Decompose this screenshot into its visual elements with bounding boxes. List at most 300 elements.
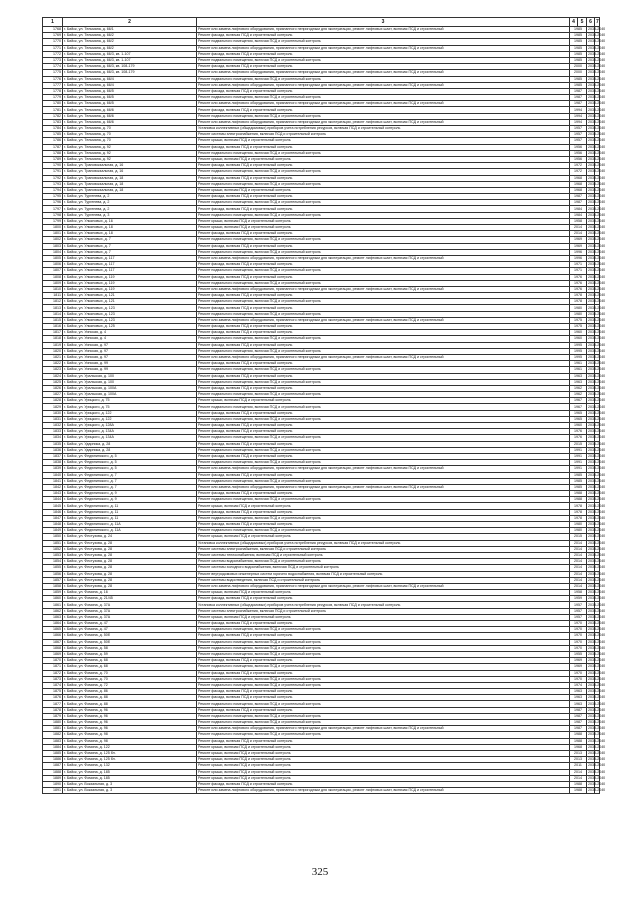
cell-row-number: 1826 (43, 385, 63, 391)
cell-mark-1: 2038-2040 (588, 404, 606, 409)
cell-mark-1: 2038-2040 (588, 138, 606, 143)
cell-row-number: 1769 (43, 33, 63, 39)
cell-work-type: Ремонт подвального помещения, включая ПСД и строительный контроль (197, 639, 570, 645)
cell-work-type: Ремонт фасада, включая ПСД и строительный контроль (197, 305, 570, 311)
cell-row-number: 1795 (43, 194, 63, 200)
cell-address: г. Бийск, ул. Тельмана, д. 66/6 (63, 119, 197, 125)
cell-build-year: 1970 (570, 621, 587, 627)
header-cell-4: 4 (570, 18, 578, 27)
cell-address: г. Бийск, ул. Урицкого, д. 75 (63, 398, 197, 404)
cell-build-year: 1991 (570, 466, 587, 472)
cell-row-number: 1773 (43, 57, 63, 63)
cell-mark-1: 2038-2040 (588, 781, 606, 786)
cell-address: г. Бийск, ул. Фомина, д. 86 (63, 689, 197, 695)
cell-mark-1: 2038-2040 (588, 720, 606, 725)
cell-build-year: 1987 (570, 707, 587, 713)
cell-address: г. Бийск, ул. Ульяновых, д. 7 (63, 243, 197, 249)
cell-address: г. Бийск, ул. Тельмана, д. 66/4 (63, 76, 197, 82)
cell-work-type: Ремонт или замена лифтового оборудования, признанного непригодным для эксплуатации, ремонт лифтовых шахт, включая ПСД и строительный (197, 466, 570, 472)
cell-row-number: 1864 (43, 621, 63, 627)
cell-row-number: 1857 (43, 577, 63, 583)
cell-row-number: 1853 (43, 552, 63, 558)
cell-build-year: 1984 (570, 206, 587, 212)
cell-build-year: 1976 (570, 274, 587, 280)
cell-row-number: 1841 (43, 478, 63, 484)
cell-work-type: Ремонт или замена лифтового оборудования, признанного непригодным для эксплуатации, ремонт лифтовых шахт, включая ПСД и строительный (197, 317, 570, 323)
cell-mark-1: 2038-2040 (588, 88, 606, 93)
cell-build-year: 1956 (570, 156, 587, 162)
page-number: 325 (311, 866, 329, 878)
cell-work-type: Ремонт фасада, включая ПСД и строительный контроль (197, 522, 570, 528)
cell-address: г. Бийск, ул. Трансвокзальная, д. 18 (63, 175, 197, 181)
cell-address: г. Бийск, ул. Фомина, д. 185 (63, 769, 197, 775)
cell-mark-1: 2038-2040 (588, 336, 606, 341)
cell-row-number: 1848 (43, 522, 63, 528)
cell-address: г. Бийск, ул. Фомина, д. 50б (63, 633, 197, 639)
cell-address: г. Бийск, ул. Ульяновых, д. 7 (63, 249, 197, 255)
cell-build-year: 1994 (570, 107, 587, 113)
cell-address: г. Бийск, ул. Фестузова, д. 28 (63, 577, 197, 583)
cell-build-year: 1987 (570, 194, 587, 200)
cell-address: г. Бийск, ул. Фомина, д. 132 (63, 763, 197, 769)
cell-mark-1: 2038-2040 (588, 676, 606, 681)
cell-work-type: Ремонт фасада, включая ПСД и строительный контроль (197, 453, 570, 459)
cell-mark-1: 2038-2040 (588, 113, 606, 118)
cell-row-number: 1776 (43, 76, 63, 82)
cell-work-type: Ремонт крыши, включая ПСД и строительный контроль (197, 138, 570, 144)
cell-address: г. Бийск, ул. Фестузова, д. 28 (63, 540, 197, 546)
cell-address: г. Бийск, ул. Уральская, д. 100А (63, 385, 197, 391)
cell-address: г. Бийск, ул. Ульяновых, д. 7 (63, 237, 197, 243)
cell-build-year: 1970 (570, 639, 587, 645)
cell-row-number: 1874 (43, 682, 63, 688)
cell-row-number: 1858 (43, 583, 63, 589)
cell-build-year: 1972 (570, 169, 587, 175)
cell-work-type: Ремонт фасада, включая ПСД и строительный контроль (197, 324, 570, 330)
cell-address: г. Бийск, ул. Фестузова, д. 24 (63, 534, 197, 540)
cell-build-year: 1976 (570, 429, 587, 435)
cell-address: г. Бийск, ул. Фестузова, д. 28 (63, 583, 197, 589)
cell-row-number: 1799 (43, 218, 63, 224)
cell-build-year: 1995 (570, 348, 587, 354)
register-sheet (42, 17, 606, 794)
cell-build-year: 1963 (570, 689, 587, 695)
cell-address: г. Бийск, ул. Тельмана, д. 66/1 (63, 27, 197, 33)
cell-address: г. Бийск, ул. Федюнинского, д. 7 (63, 478, 197, 484)
cell-build-year: 1970 (570, 670, 587, 676)
cell-mark-1: 2038-2040 (588, 392, 606, 397)
cell-work-type: Ремонт фасада, включая ПСД и строительный контроль (197, 509, 570, 515)
cell-work-type: Ремонт фасада, включая ПСД и строительный контроль (197, 206, 570, 212)
cell-mark-1: 2038-2040 (588, 775, 606, 780)
cell-row-number: 1840 (43, 472, 63, 478)
cell-mark-1: 2038-2040 (588, 726, 606, 731)
cell-address: г. Бийск, ул. Тургенева, д. 2 (63, 200, 197, 206)
cell-address: г. Бийск, ул. Урицкого, д. 122 (63, 410, 197, 416)
cell-row-number: 1793 (43, 181, 63, 187)
header-cell-7: 7 (596, 19, 599, 25)
cell-work-type: Ремонт подвального помещения, включая ПСД и строительный контроль (197, 249, 570, 255)
cell-mark-1: 2038-2040 (588, 330, 606, 335)
cell-build-year: 1991 (570, 460, 587, 466)
cell-row-number: 1790 (43, 163, 63, 169)
cell-row-number: 1781 (43, 107, 63, 113)
cell-row-number: 1827 (43, 392, 63, 398)
cell-address: г. Бийск, ул. Федюнинского, д. 5 (63, 453, 197, 459)
cell-address: г. Бийск, ул. Фомина, д. 37А (63, 614, 197, 620)
cell-mark-1: 2038-2040 (588, 237, 606, 242)
cell-build-year: 1956 (570, 144, 587, 150)
cell-build-year: 1996 (570, 255, 587, 261)
cell-mark-1: 2038-2040 (588, 305, 606, 310)
cell-build-year: 1978 (570, 509, 587, 515)
cell-build-year: 1971 (570, 262, 587, 268)
cell-row-number: 1809 (43, 280, 63, 286)
cell-build-year: 1957 (570, 138, 587, 144)
cell-mark-1: 2038-2040 (588, 491, 606, 496)
cell-address: г. Бийск, ул. Фомина, д. 50б (63, 639, 197, 645)
cell-mark-1: 2038-2040 (588, 633, 606, 638)
cell-address: г. Бийск, ул. Фомина, д. 122 (63, 744, 197, 750)
cell-address: г. Бийск, ул. Уральская, д. 100 (63, 379, 197, 385)
cell-row-number: 1844 (43, 497, 63, 503)
cell-address: г. Бийск, ул. Фомина, д. 68 (63, 664, 197, 670)
cell-row-number: 1855 (43, 565, 63, 571)
cell-address: г. Бийск, ул. Тельмана, д. 92 (63, 150, 197, 156)
cell-build-year: 2014 (570, 559, 587, 565)
cell-mark-1: 2038-2040 (588, 206, 606, 211)
cell-mark-1: 2038-2040 (588, 311, 606, 316)
cell-work-type: Ремонт подвального помещения, включая ПСД и строительный контроль (197, 95, 570, 101)
cell-build-year: 1969 (570, 243, 587, 249)
cell-address: г. Бийск, ул. Федюнинского, д. 11 (63, 509, 197, 515)
cell-work-type: Ремонт фасада, включая ПСД и строительный контроль (197, 175, 570, 181)
cell-address: г. Бийск, ул. Тельмана, д. 92 (63, 156, 197, 162)
cell-address: г. Бийск, ул. Фестузова, д. 28 (63, 559, 197, 565)
cell-build-year: 1988 (570, 788, 587, 794)
cell-mark-1: 2038-2040 (588, 738, 606, 743)
cell-mark-1: 2038-2040 (588, 268, 606, 273)
cell-mark-1: 2038-2040 (588, 423, 606, 428)
cell-mark-1: 2038-2040 (588, 243, 606, 248)
cell-work-type: Ремонт фасада, включая ПСД и строительный контроль (197, 781, 570, 787)
cell-row-number: 1870 (43, 658, 63, 664)
cell-work-type: Ремонт или замена лифтового оборудования, признанного непригодным для эксплуатации, ремонт лифтовых шахт, включая ПСД и строительный (197, 82, 570, 88)
cell-row-number: 1867 (43, 639, 63, 645)
cell-row-number: 1862 (43, 608, 63, 614)
cell-row-number: 1856 (43, 571, 63, 577)
cell-work-type: Ремонт подвального помещения, включая ПСД и строительный контроль (197, 515, 570, 521)
cell-build-year: 1975 (570, 324, 587, 330)
cell-build-year: 1985 (570, 51, 587, 57)
cell-mark-1: 2038-2040 (588, 689, 606, 694)
cell-row-number: 1839 (43, 466, 63, 472)
cell-work-type: Ремонт фасада, включая ПСД и строительный контроль (197, 472, 570, 478)
cell-address: г. Бийск, ул. Уинская, д. 99 (63, 367, 197, 373)
header-cell-6: 6 (587, 18, 595, 27)
cell-mark-1: 2038-2040 (588, 670, 606, 675)
cell-address: г. Бийск, ул. Федюнинского, д. 11 (63, 503, 197, 509)
cell-address: г. Бийск, ул. Тельмана, д. 66/2 (63, 45, 197, 51)
cell-mark-1: 2038-2040 (588, 194, 606, 199)
cell-row-number: 1824 (43, 373, 63, 379)
cell-work-type: Ремонт фасада, включая ПСД и строительный контроль (197, 738, 570, 744)
cell-row-number: 1845 (43, 503, 63, 509)
cell-address: г. Бийск, ул. Уральская, д. 100А (63, 392, 197, 398)
cell-mark-1: 2038-2040 (588, 713, 606, 718)
cell-mark-1: 2038-2040 (588, 645, 606, 650)
cell-mark-1: 2038-2040 (588, 757, 606, 762)
cell-work-type: Ремонт системы теплоснабжения, включая ПСД и строительный контроль (197, 552, 570, 558)
cell-work-type: Ремонт крыши, включая ПСД и строительный контроль (197, 614, 570, 620)
cell-work-type: Ремонт крыши, включая ПСД и строительный контроль (197, 225, 570, 231)
cell-work-type: Ремонт фасада, включая ПСД и строительный контроль (197, 695, 570, 701)
cell-work-type: Ремонт или замена лифтового оборудования, признанного непригодным для эксплуатации, ремонт лифтовых шахт, включая ПСД и строительный (197, 70, 570, 76)
cell-work-type: Ремонт крыши, включая ПСД и строительный контроль (197, 534, 570, 540)
cell-work-type: Установка коллективных (общедомовых) приборов учета потребления ресурсов, включая ПСД и строительный контроль (197, 126, 570, 132)
cell-build-year: 2014 (570, 571, 587, 577)
cell-row-number: 1823 (43, 367, 63, 373)
cell-address: г. Бийск, ул. Тельмана, д. 66/3, кв. 1-107 (63, 57, 197, 63)
cell-address: г. Бийск, ул. Ульяновых, д. 117 (63, 255, 197, 261)
cell-row-number: 1772 (43, 51, 63, 57)
cell-address: г. Бийск, ул. Ульяновых, д. 119 (63, 274, 197, 280)
cell-work-type: Ремонт подвального помещения, включая ПСД и строительный контроль (197, 528, 570, 534)
cell-address: г. Бийск, ул. Фомина, д. 72 (63, 682, 197, 688)
cell-work-type: Ремонт крыши, включая ПСД и строительный контроль (197, 187, 570, 193)
cell-work-type: Ремонт подвального помещения, включая ПСД и строительный контроль (197, 497, 570, 503)
cell-work-type: Ремонт подвального помещения, включая ПСД и строительный контроль (197, 150, 570, 156)
cell-mark-1: 2038-2040 (588, 82, 606, 87)
cell-build-year: 2014 (570, 540, 587, 546)
cell-address: г. Бийск, ул. Уинская, д. 97 (63, 354, 197, 360)
cell-build-year: 1962 (570, 392, 587, 398)
cell-row-number: 1783 (43, 119, 63, 125)
cell-address: г. Бийск, ул. Тельмана, д. 70 (63, 138, 197, 144)
cell-mark-1: 2038-2040 (588, 583, 606, 588)
cell-work-type: Ремонт крыши, включая ПСД и строительный контроль (197, 590, 570, 596)
cell-build-year: 1985 (570, 27, 587, 33)
cell-work-type: Ремонт подвального помещения, включая ПСД и строительный контроль (197, 280, 570, 286)
cell-build-year: 1974 (570, 682, 587, 688)
cell-build-year: 2014 (570, 583, 587, 589)
cell-address: г. Бийск, ул. Тельмана, д. 66/4 (63, 82, 197, 88)
cell-build-year: 1987 (570, 720, 587, 726)
cell-row-number: 1884 (43, 744, 63, 750)
cell-address: г. Бийск, ул. Фомина, д. 16 (63, 590, 197, 596)
cell-address: г. Бийск, ул. Фестузова, д. 28 (63, 565, 197, 571)
cell-work-type: Ремонт фасада, включая ПСД и строительный контроль (197, 621, 570, 627)
cell-row-number: 1889 (43, 775, 63, 781)
cell-row-number: 1879 (43, 713, 63, 719)
cell-mark-1: 2038-2040 (588, 509, 606, 514)
cell-mark-1: 2038-2040 (588, 410, 606, 415)
cell-work-type: Ремонт подвального помещения, включая ПСД и строительный контроль (197, 181, 570, 187)
cell-row-number: 1804 (43, 249, 63, 255)
cell-row-number: 1883 (43, 738, 63, 744)
cell-work-type: Ремонт фасада, включая ПСД и строительный контроль (197, 373, 570, 379)
cell-address: г. Бийск, ул. Уральская, д. 100 (63, 373, 197, 379)
cell-mark-1: 2038-2040 (588, 119, 606, 124)
cell-row-number: 1789 (43, 156, 63, 162)
cell-build-year: 1965 (570, 410, 587, 416)
cell-row-number: 1863 (43, 614, 63, 620)
cell-mark-1: 2038-2040 (588, 249, 606, 254)
cell-work-type: Ремонт подвального помещения, включая ПСД и строительный контроль (197, 732, 570, 738)
cell-address: г. Бийск, ул. Фестузова, д. 28 (63, 546, 197, 552)
cell-mark-1: 2038-2040 (588, 355, 606, 360)
cell-mark-1: 2038-2040 (588, 175, 606, 180)
cell-address: г. Бийск, ул. Урицкого, д. 134А (63, 429, 197, 435)
cell-row-number: 1833 (43, 429, 63, 435)
cell-work-type: Ремонт или замена лифтового оборудования, признанного непригодным для эксплуатации, ремонт лифтовых шахт, включая ПСД и строительный (197, 286, 570, 292)
cell-work-type: Ремонт крыши, включая ПСД и строительный контроль (197, 775, 570, 781)
cell-mark-1: 2038-2040 (588, 181, 606, 186)
cell-mark-1: 2038-2040 (588, 169, 606, 174)
cell-row-number: 1813 (43, 305, 63, 311)
cell-work-type: Ремонт фасада, включая ПСД и строительный контроль (197, 658, 570, 664)
cell-work-type: Ремонт или замена лифтового оборудования, признанного непригодным для эксплуатации, ремонт лифтовых шахт, включая ПСД и строительный (197, 484, 570, 490)
cell-mark-1: 2038-2040 (588, 293, 606, 298)
cell-address: г. Бийск, ул. Федюнинского, д. 7 (63, 472, 197, 478)
cell-work-type: Ремонт системы электроснабжения, включая ПСД и строительный контроль (197, 608, 570, 614)
cell-work-type: Ремонт фасада, включая ПСД и строительный контроль (197, 243, 570, 249)
cell-mark-1: 2038-2040 (588, 571, 606, 576)
repair-schedule-table (42, 17, 606, 794)
cell-address: г. Бийск, ул. Фомина, д. 96 (63, 707, 197, 713)
cell-mark-1: 2038-2040 (588, 497, 606, 502)
header-cell-2: 2 (63, 18, 197, 27)
cell-build-year: 1994 (570, 119, 587, 125)
cell-mark-1: 2038-2040 (588, 744, 606, 749)
cell-address: г. Бийск, ул. Фестузова, д. 28 (63, 571, 197, 577)
cell-work-type: Ремонт фасада, включая ПСД и строительный контроль (197, 163, 570, 169)
cell-build-year: 1976 (570, 435, 587, 441)
cell-build-year: 2013 (570, 757, 587, 763)
cell-build-year: 1957 (570, 608, 587, 614)
cell-build-year: 1985 (570, 478, 587, 484)
cell-build-year: 1959 (570, 596, 587, 602)
cell-build-year: 1985 (570, 484, 587, 490)
cell-work-type: Ремонт фасада, включая ПСД и строительный контроль (197, 262, 570, 268)
cell-row-number: 1878 (43, 707, 63, 713)
cell-address: г. Бийск, ул. Федюнинского, д. 11А (63, 528, 197, 534)
cell-mark-1: 2038-2040 (588, 256, 606, 261)
cell-work-type: Ремонт фасада, включая ПСД и строительный контроль (197, 64, 570, 70)
cell-build-year: 1971 (570, 268, 587, 274)
cell-work-type: Ремонт крыши, включая ПСД и строительный контроль (197, 744, 570, 750)
cell-address: г. Бийск, ул. Ульяновых, д. 18 (63, 231, 197, 237)
cell-row-number: 1812 (43, 299, 63, 305)
cell-build-year: 1962 (570, 385, 587, 391)
cell-build-year: 1965 (570, 416, 587, 422)
cell-mark-1: 2038-2040 (588, 416, 606, 421)
cell-address: г. Бийск, ул. Ульяновых, д. 117 (63, 268, 197, 274)
cell-row-number: 1819 (43, 342, 63, 348)
cell-mark-1: 2038-2040 (588, 614, 606, 619)
cell-address: г. Бийск, ул. Ульяновых, д. 117 (63, 262, 197, 268)
cell-row-number: 1788 (43, 150, 63, 156)
cell-work-type: Ремонт подвального помещения, включая ПСД и строительный контроль (197, 57, 570, 63)
cell-work-type: Ремонт или замена лифтового оборудования, признанного непригодным для эксплуатации, ремонт лифтовых шахт, включая ПСД и строительный (197, 788, 570, 794)
cell-address: г. Бийск, ул. Фомина, д. 96 (63, 726, 197, 732)
cell-work-type: Ремонт крыши, включая ПСД и строительный контроль (197, 503, 570, 509)
cell-row-number: 1821 (43, 354, 63, 360)
cell-row-number: 1886 (43, 757, 63, 763)
cell-row-number: 1802 (43, 237, 63, 243)
cell-mark-1: 2038-2040 (588, 553, 606, 558)
cell-mark-1: 2038-2040 (588, 460, 606, 465)
cell-mark-1: 2038-2040 (588, 200, 606, 205)
cell-work-type: Ремонт подвального помещения, включая ПСД и строительный контроль (197, 478, 570, 484)
cell-address: г. Бийск, ул. Уинская, д. 99 (63, 361, 197, 367)
cell-mark-1: 2038-2040 (588, 534, 606, 539)
cell-address: г. Бийск, ул. Урицкого, д. 122 (63, 416, 197, 422)
cell-work-type: Ремонт подвального помещения, включая ПСД и строительный контроль (197, 200, 570, 206)
cell-address: г. Бийск, ул. Федюнинского, д. 7 (63, 484, 197, 490)
cell-work-type: Ремонт или замена лифтового оборудования, признанного непригодным для эксплуатации, ремонт лифтовых шахт, включая ПСД и строительный (197, 583, 570, 589)
cell-build-year: 1968 (570, 181, 587, 187)
cell-address: г. Бийск, ул. Фомина, д. 98 (63, 732, 197, 738)
cell-build-year: 1970 (570, 645, 587, 651)
cell-work-type: Ремонт системы электроснабжения, включая ПСД и строительный контроль (197, 546, 570, 552)
cell-mark-1: 2038-2040 (588, 58, 606, 63)
cell-row-number: 1808 (43, 274, 63, 280)
cell-work-type: Ремонт фасада, включая ПСД и строительный контроль (197, 441, 570, 447)
cell-row-number: 1885 (43, 750, 63, 756)
cell-mark-1: 2038-2040 (588, 528, 606, 533)
cell-work-type: Ремонт подвального помещения, включая ПСД и строительный контроль (197, 416, 570, 422)
cell-build-year: 1987 (570, 95, 587, 101)
cell-mark-1: 2038-2040 (588, 274, 606, 279)
cell-mark-1: 2038-2040 (588, 317, 606, 322)
cell-build-year: 1991 (570, 453, 587, 459)
cell-address: г. Бийск, ул. Фомина, д. 88 (63, 695, 197, 701)
cell-work-type: Ремонт подвального помещения, включая ПСД и строительный контроль (197, 212, 570, 218)
cell-mark-1: 2038-2040 (588, 126, 606, 131)
cell-mark-1: 2038-2040 (588, 608, 606, 613)
cell-mark-1: 2038-2040 (588, 454, 606, 459)
cell-work-type: Ремонт фасада, включая ПСД и строительный контроль (197, 670, 570, 676)
cell-mark-1: 2038-2040 (588, 503, 606, 508)
cell-row-number: 1880 (43, 720, 63, 726)
cell-build-year: 1972 (570, 163, 587, 169)
cell-mark-1: 2038-2040 (588, 95, 606, 100)
cell-address: г. Бийск, ул. Фомина, д. 70 (63, 670, 197, 676)
cell-row-number: 1792 (43, 175, 63, 181)
cell-mark-1: 2038-2040 (588, 577, 606, 582)
cell-work-type: Ремонт фасада, включая ПСД и строительный контроль (197, 342, 570, 348)
cell-mark-1: 2038-2040 (588, 763, 606, 768)
table-body (43, 27, 606, 794)
cell-mark-1: 2038-2040 (588, 70, 606, 75)
cell-build-year: 1988 (570, 738, 587, 744)
cell-row-number: 1779 (43, 95, 63, 101)
cell-build-year: 1984 (570, 212, 587, 218)
cell-address: г. Бийск, ул. Тельмана, д. 66/5 (63, 95, 197, 101)
cell-work-type: Установка коллективных (общедомовых) приборов учета потребления ресурсов, включая ПСД и строительный контроль (197, 602, 570, 608)
cell-row-number: 1780 (43, 101, 63, 107)
cell-build-year: 1963 (570, 379, 587, 385)
cell-work-type: Ремонт подвального помещения, включая ПСД и строительный контроль (197, 460, 570, 466)
cell-mark-1: 2038-2040 (588, 64, 606, 69)
cell-build-year: 1985 (570, 33, 587, 39)
cell-address: г. Бийск, ул. Ульяновых, д. 123 (63, 311, 197, 317)
cell-mark-1: 2038-2040 (588, 435, 606, 440)
cell-address: г. Бийск, ул. Ульяновых, д. 123 (63, 317, 197, 323)
cell-work-type: Ремонт или замена лифтового оборудования, признанного непригодным для эксплуатации, ремонт лифтовых шахт, включая ПСД и строительный (197, 119, 570, 125)
cell-mark-1: 2038-2040 (588, 187, 606, 192)
